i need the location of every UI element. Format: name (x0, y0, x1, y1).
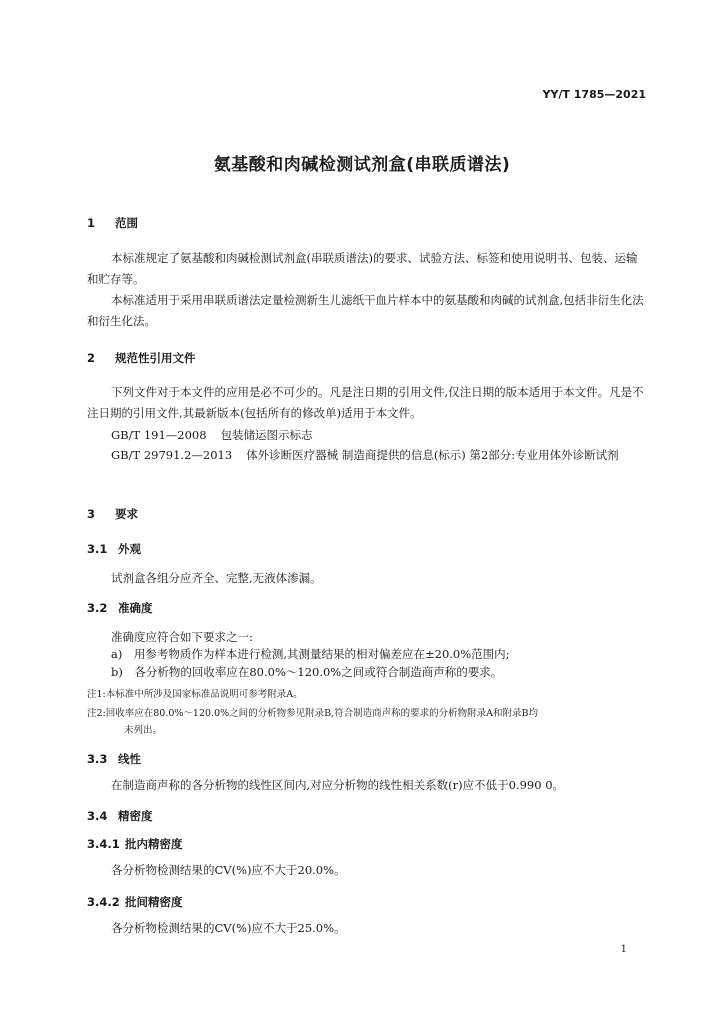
list-item-b: b) 各分析物的回收率应在80.0%～120.0%之间或符合制造商声称的要求。 (111, 665, 503, 679)
section-title: 规范性引用文件 (115, 351, 196, 365)
section-3-1-paragraph: 试剂盒各组分应齐全、完整,无液体渗漏。 (111, 571, 322, 585)
section-number: 3.4.2 (87, 895, 120, 909)
section-number: 2 (87, 351, 96, 365)
section-title: 批内精密度 (125, 837, 183, 851)
section-title: 范围 (115, 216, 138, 230)
section-number: 3 (87, 507, 96, 521)
section-1-heading (87, 215, 138, 231)
section-3-2-heading (87, 600, 153, 616)
section-number: 3.4 (87, 809, 108, 823)
section-title: 准确度 (118, 601, 153, 615)
section-1-paragraph-2: 本标准适用于采用串联质谱法定量检测新生儿滤纸干血片样本中的氨基酸和肉碱的试剂盒,包括非衍生化法和衍生化法。 (87, 293, 644, 328)
section-3-1-heading (87, 541, 141, 557)
section-3-4-2-heading (87, 894, 183, 910)
list-item-a: a) 用参考物质作为样本进行检测,其测量结果的相对偏差应在±20.0%范围内; (111, 647, 510, 661)
section-3-2-intro: 准确度应符合如下要求之一: (111, 630, 253, 644)
section-1-paragraph-1: 本标准规定了氨基酸和肉碱检测试剂盒(串联质谱法)的要求、试验方法、标签和使用说明书、包装、运输和贮存等。 (87, 251, 638, 286)
section-title: 线性 (118, 752, 141, 766)
section-3-4-1-heading (87, 836, 183, 852)
section-3-3-paragraph: 在制造商声称的各分析物的线性区间内,对应分析物的线性相关系数(r)应不低于0.990 0。 (111, 778, 565, 792)
standard-code: YY/T 1785—2021 (542, 88, 646, 101)
note-2: 注2:回收率应在80.0%～120.0%之间的分析物参见附录B,符合制造商声称的要求的分析物附录A和附录B均 (87, 708, 538, 719)
reference-title: 体外诊断医疗器械 制造商提供的信息(标示) 第2部分:专业用体外诊断试剂 (246, 448, 619, 462)
section-title: 精密度 (118, 809, 153, 823)
reference-code: GB/T 29791.2—2013 (111, 448, 233, 462)
section-3-4-heading (87, 808, 153, 824)
reference-2 (87, 445, 647, 466)
reference-1 (111, 427, 313, 443)
section-title: 要求 (115, 507, 138, 521)
section-3-3-heading (87, 751, 141, 767)
note-1: 注1:本标准中所涉及国家标准品说明可参考附录A。 (87, 689, 303, 700)
section-2-paragraph-1: 下列文件对于本文件的应用是必不可少的。凡是注日期的引用文件,仅注日期的版本适用于本文件。凡是不注日期的引用文件,其最新版本(包括所有的修改单)适用于本文件。 (87, 385, 644, 420)
section-title: 批间精密度 (125, 895, 183, 909)
section-number: 1 (87, 216, 96, 230)
section-3-4-1-paragraph: 各分析物检测结果的CV(%)应不大于20.0%。 (111, 863, 346, 877)
section-3-heading (87, 506, 138, 522)
section-title: 外观 (118, 542, 141, 556)
section-2-heading (87, 350, 196, 366)
section-3-4-2-paragraph: 各分析物检测结果的CV(%)应不大于25.0%。 (111, 921, 346, 935)
reference-title: 包装储运图示标志 (220, 428, 313, 442)
note-2-continuation: 未列出。 (124, 725, 163, 736)
section-number: 3.2 (87, 601, 108, 615)
section-number: 3.1 (87, 542, 108, 556)
section-number: 3.4.1 (87, 837, 120, 851)
section-number: 3.3 (87, 752, 108, 766)
document-title: 氨基酸和肉碱检测试剂盒(串联质谱法) (213, 155, 511, 175)
reference-code: GB/T 191—2008 (111, 428, 207, 442)
page-number: 1 (620, 944, 627, 955)
